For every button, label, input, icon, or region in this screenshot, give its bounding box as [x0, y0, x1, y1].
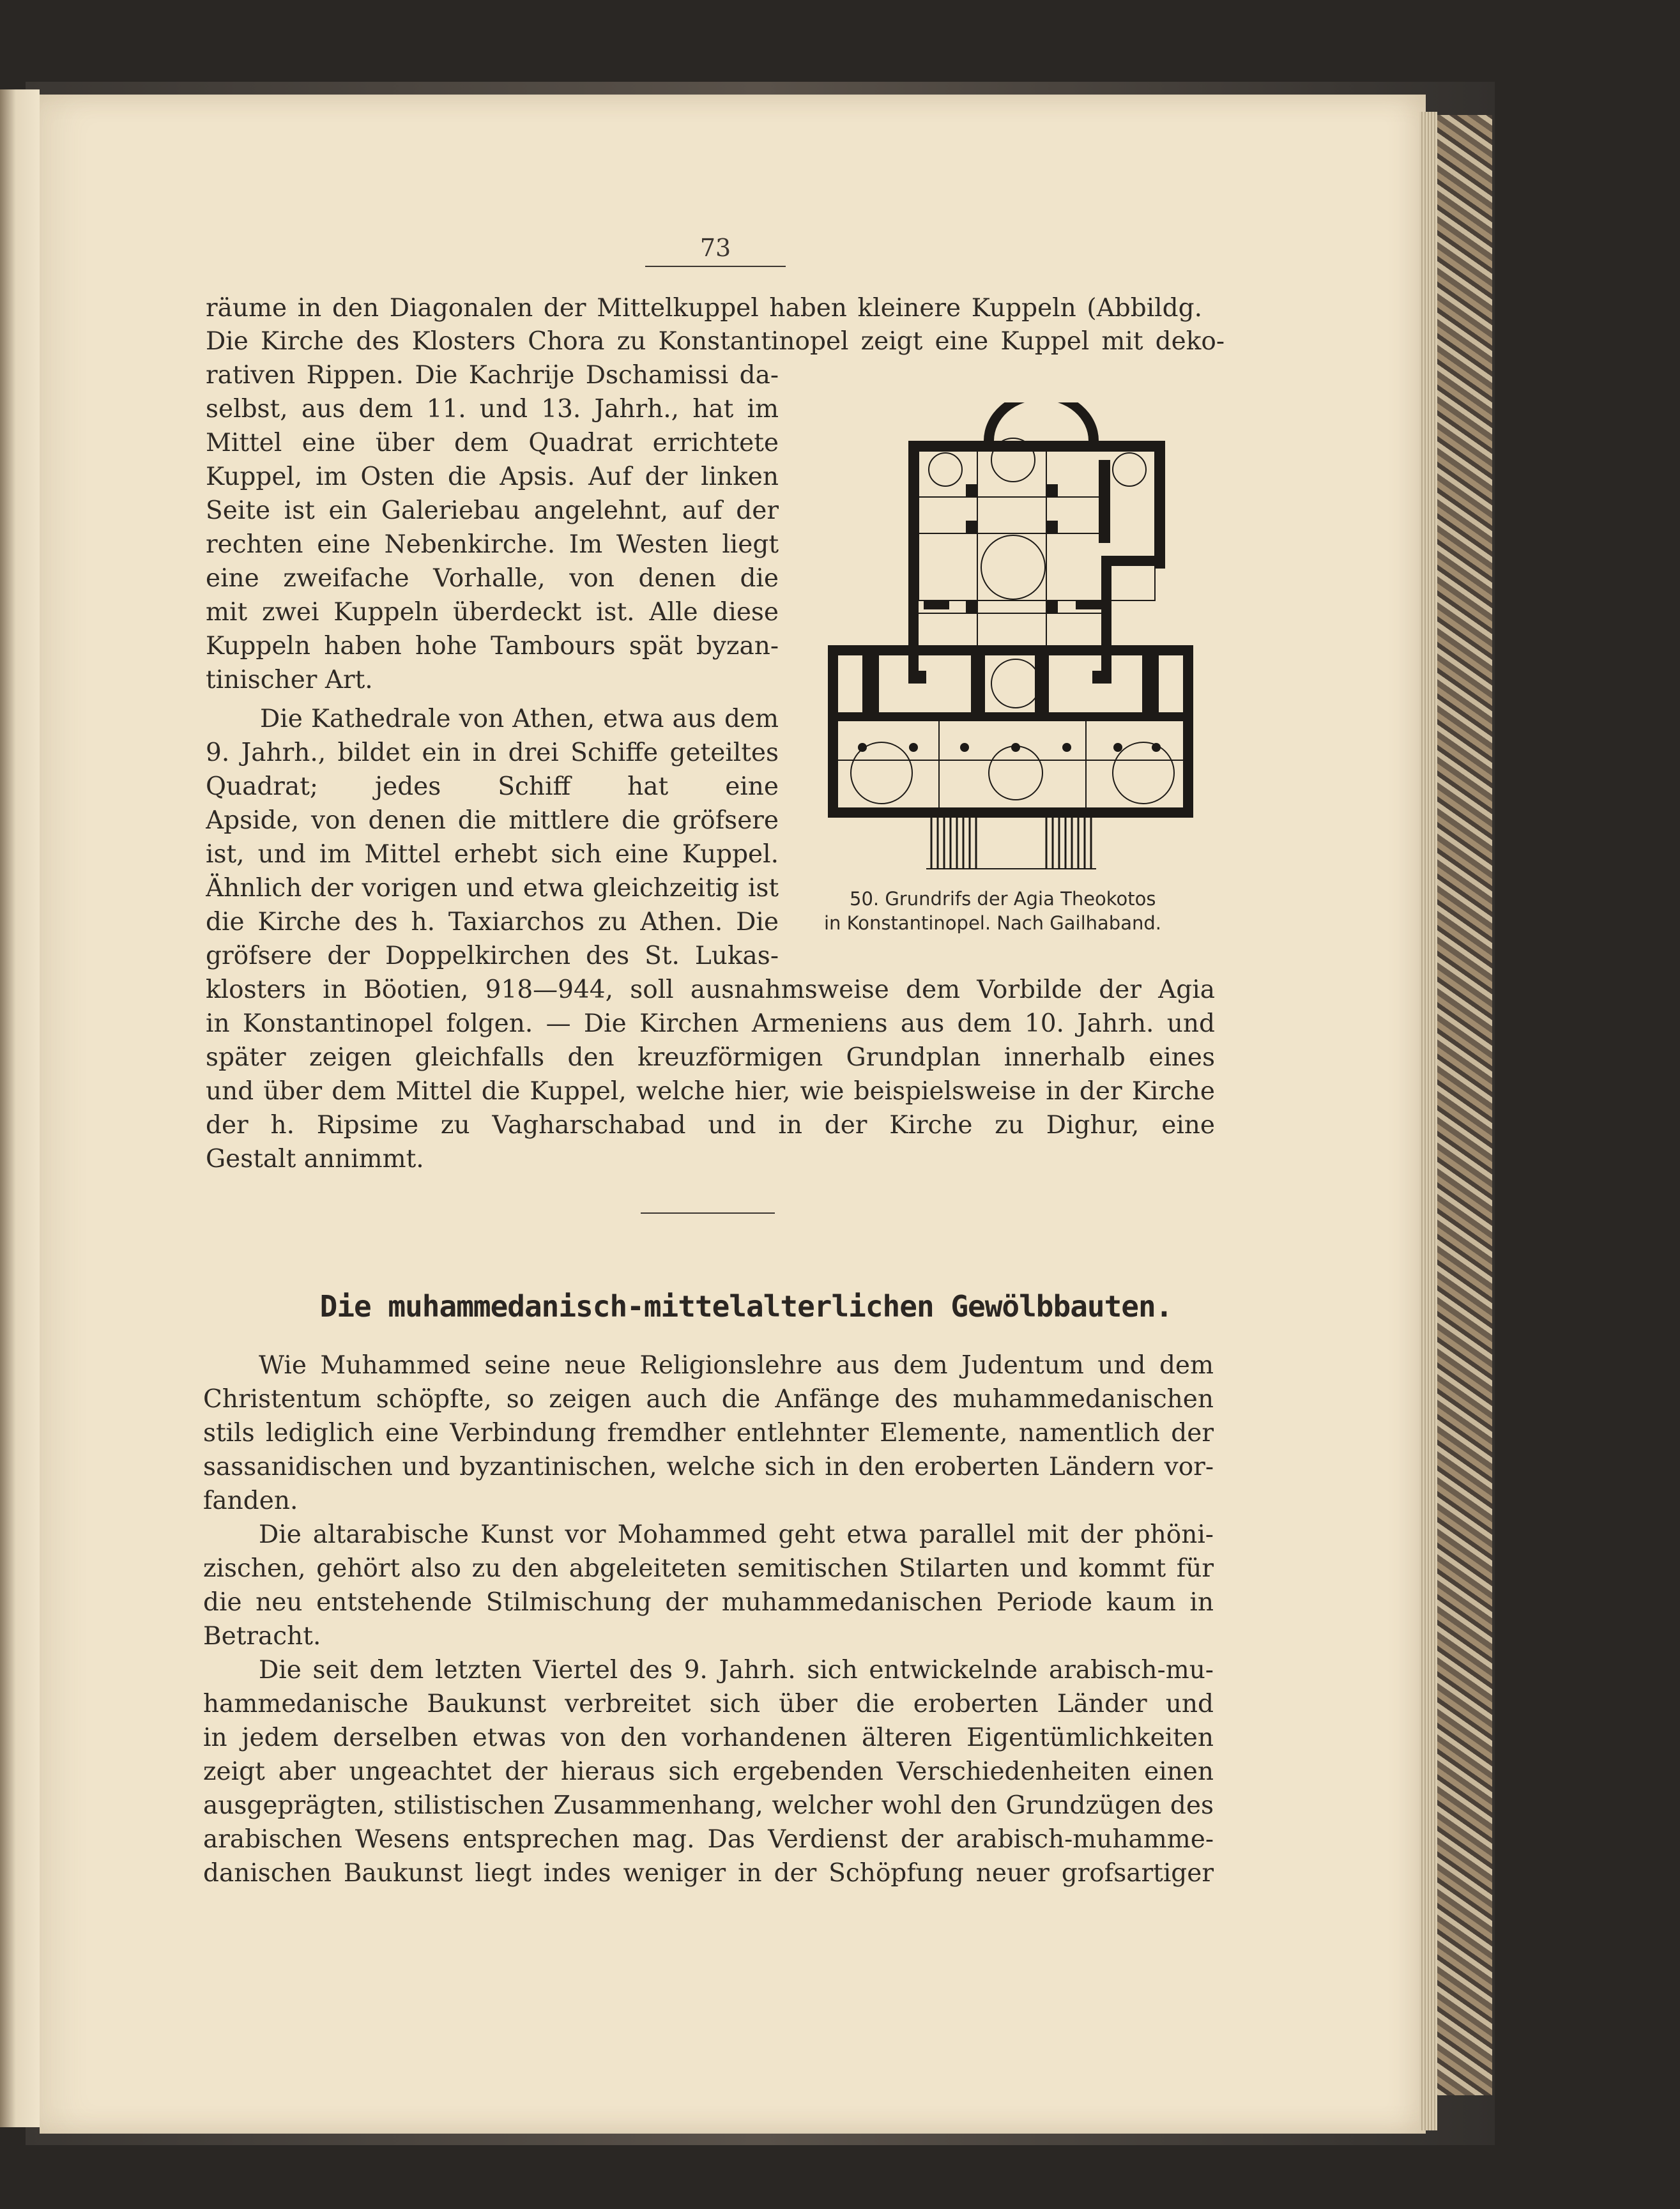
floor-plan-figure [824, 402, 1195, 878]
body-line: zeigt aber ungeachtet der hieraus sich ergebenden Verschiedenheiten einen [203, 1757, 1214, 1786]
body-line: ausgeprägten, stilistischen Zusammenhang, welcher wohl den Grundzügen des [203, 1791, 1214, 1820]
body-line: und über dem Mittel die Kuppel, welche hier, wie beispielsweise in der Kirche [206, 1077, 1215, 1106]
body-line: Die seit dem letzten Viertel des 9. Jahrh. sich entwickelnde arabisch-mu- [259, 1656, 1214, 1685]
body-line: rechten eine Nebenkirche. Im Westen liegt [206, 530, 779, 559]
body-line: Die altarabische Kunst vor Mohammed geht etwa parallel mit der phöni- [259, 1520, 1214, 1549]
body-line: die neu entstehende Stilmischung der muhammedanischen Periode kaum in [203, 1588, 1214, 1617]
body-line: arabischen Wesens entsprechen mag. Das Verdienst der arabisch-muhamme- [203, 1825, 1214, 1854]
body-line: in Konstantinopel folgen. — Die Kirchen Armeniens aus dem 10. Jahrh. und [206, 1009, 1215, 1038]
body-line: fanden. [203, 1487, 298, 1515]
body-line: eine zweifache Vorhalle, von denen die [206, 564, 779, 593]
body-line: sassanidischen und byzantinischen, welche sich in den eroberten Ländern vor- [203, 1453, 1214, 1481]
body-line: die Kirche des h. Taxiarchos zu Athen. Die [206, 908, 779, 936]
page-number: 73 [645, 234, 786, 267]
body-line: zischen, gehört also zu den abgeleiteten semitischen Stilarten und kommt für [203, 1554, 1214, 1583]
body-line: klosters in Böotien, 918—944, soll ausnahmsweise dem Vorbilde der Agia [206, 975, 1215, 1004]
body-line: mit zwei Kuppeln überdeckt ist. Alle diese [206, 598, 779, 627]
body-line: Quadrat; jedes Schiff hat eine [206, 772, 779, 801]
body-line: tinischer Art. [206, 666, 373, 694]
body-line: rativen Rippen. Die Kachrije Dschamissi da- [206, 361, 779, 390]
facing-page-edge [0, 89, 40, 2127]
body-line: Mittel eine über dem Quadrat errichtete [206, 429, 779, 457]
body-line: stils lediglich eine Verbindung fremdher entlehnter Elemente, namentlich der [203, 1419, 1214, 1448]
body-line: 9. Jahrh., bildet ein in drei Schiffe geteiltes [206, 738, 779, 767]
figure-caption-line1: 50. Grundrifs der Agia Theokotos [850, 888, 1156, 910]
body-line: Gestalt annimmt. [206, 1145, 424, 1173]
body-line: der h. Ripsime zu Vagharschabad und in der Kirche zu Dighur, eine [206, 1111, 1215, 1140]
page-stack-edge [1419, 112, 1437, 2130]
body-line: Kuppel, im Osten die Apsis. Auf der linken [206, 462, 779, 491]
body-line: Christentum schöpfte, so zeigen auch die Anfänge des muhammedanischen [203, 1385, 1214, 1414]
figure-caption-line2: in Konstantinopel. Nach Gailhaband. [824, 912, 1161, 934]
body-line: Betracht. [203, 1622, 321, 1651]
body-line: gröfsere der Doppelkirchen des St. Lukas- [206, 942, 779, 970]
body-line: in jedem derselben etwas von den vorhandenen älteren Eigentümlichkeiten [203, 1724, 1214, 1752]
section-heading: Die muhammedanisch-mittelalterlichen Gewölbbauten. [319, 1289, 1173, 1324]
body-line: Wie Muhammed seine neue Religionslehre aus dem Judentum und dem [259, 1351, 1214, 1380]
marbled-cover-edge [1428, 115, 1492, 2095]
body-line: Die Kirche des Klosters Chora zu Konstantinopel zeigt eine Kuppel mit deko- [206, 327, 1225, 356]
body-line: Ähnlich der vorigen und etwa gleichzeitig ist [206, 874, 779, 903]
body-line: selbst, aus dem 11. und 13. Jahrh., hat im [206, 395, 779, 424]
body-line: Die Kathedrale von Athen, etwa aus dem [260, 705, 779, 733]
body-line: Kuppeln haben hohe Tambours spät byzan- [206, 632, 779, 661]
body-line: ist, und im Mittel erhebt sich eine Kuppel. [206, 840, 779, 869]
body-line: räume in den Diagonalen der Mittelkuppel haben kleinere Kuppeln (Abbildg. [206, 294, 1202, 323]
body-line: danischen Baukunst liegt indes weniger in der Schöpfung neuer grofsartiger [203, 1859, 1214, 1888]
body-line: hammedanische Baukunst verbreitet sich über die eroberten Länder und [203, 1690, 1214, 1718]
body-line: Apside, von denen die mittlere die gröfsere [206, 806, 779, 835]
body-line: Seite ist ein Galeriebau angelehnt, auf der [206, 496, 779, 525]
section-divider [641, 1212, 775, 1214]
body-line: später zeigen gleichfalls den kreuzförmigen Grundplan innerhalb eines [206, 1043, 1215, 1072]
